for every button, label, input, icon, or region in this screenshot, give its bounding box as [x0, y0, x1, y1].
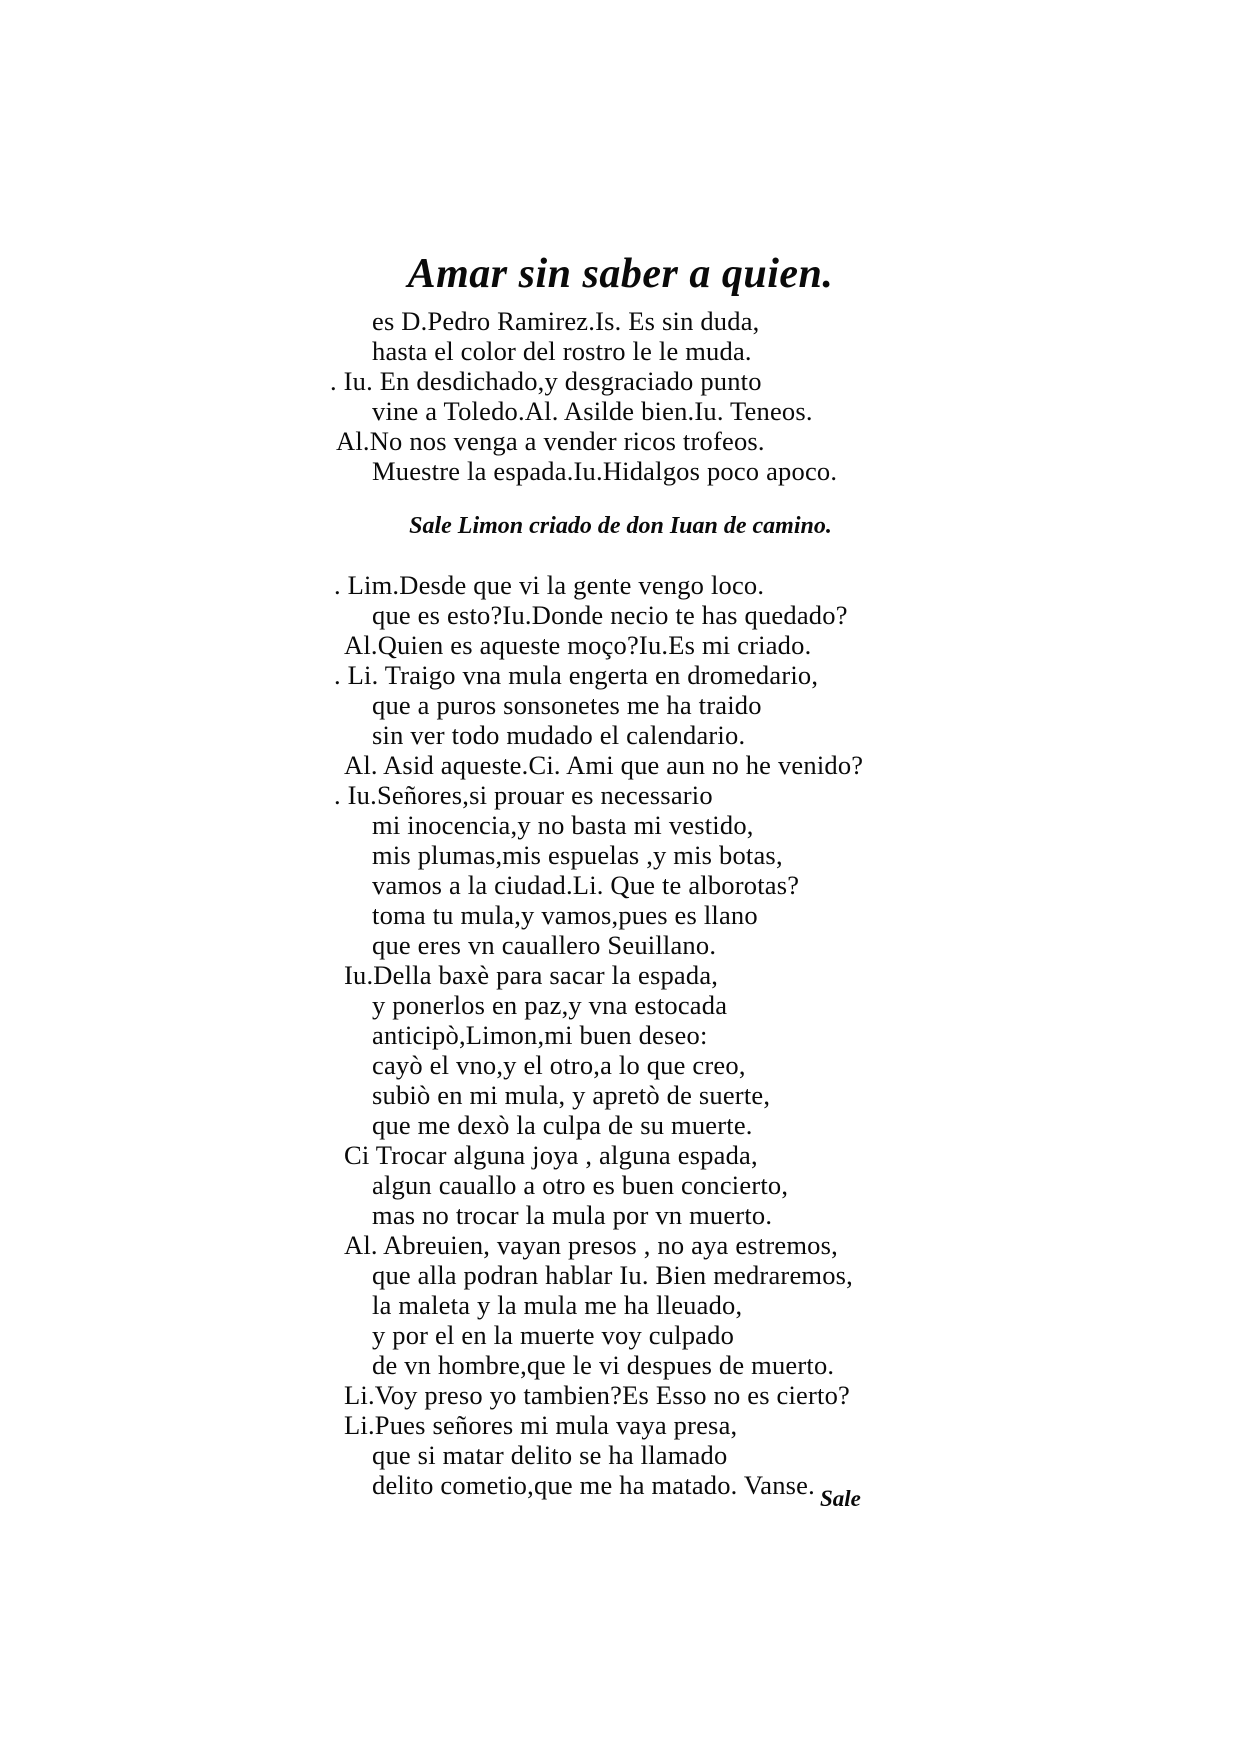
verse-line: que a puros sonsonetes me ha traido — [372, 690, 762, 720]
verse-line: mis plumas,mis espuelas ,y mis botas, — [372, 840, 783, 870]
verse-line: Li.Voy preso yo tambien?Es Esso no es cierto? — [344, 1380, 851, 1410]
verse-line: de vn hombre,que le vi despues de muerto. — [372, 1350, 835, 1380]
verse-line: cayò el vno,y el otro,a lo que creo, — [372, 1050, 746, 1080]
verse-line: Ci Trocar alguna joya , alguna espada, — [344, 1140, 758, 1170]
verse-line: toma tu mula,y vamos,pues es llano — [372, 900, 758, 930]
verse-line: que alla podran hablar Iu. Bien medraremos, — [372, 1260, 854, 1290]
catchword: Sale — [820, 1486, 861, 1511]
verse-line: Al. Abreuien, vayan presos , no aya estremos, — [344, 1230, 838, 1260]
verse-line: que me dexò la culpa de su muerte. — [372, 1110, 753, 1140]
verse-line: es D.Pedro Ramirez.Is. Es sin duda, — [372, 306, 760, 336]
verse-line: Iu.Della baxè para sacar la espada, — [344, 960, 719, 990]
verse-line: que eres vn cauallero Seuillano. — [372, 930, 717, 960]
verse-line: que si matar delito se ha llamado — [372, 1440, 728, 1470]
stage-direction: Sale Limon criado de don Iuan de camino. — [409, 513, 832, 539]
verse-line: Muestre la espada.Iu.Hidalgos poco apoco. — [372, 456, 838, 486]
verse-line: . Iu. En desdichado,y desgraciado punto — [330, 366, 762, 396]
verse-line: mi inocencia,y no basta mi vestido, — [372, 810, 754, 840]
verse-line: que es esto?Iu.Donde necio te has quedado? — [372, 600, 848, 630]
verse-line: delito cometio,que me ha matado. Vanse. — [372, 1470, 815, 1500]
verse-line: hasta el color del rostro le le muda. — [372, 336, 752, 366]
verse-line: mas no trocar la mula por vn muerto. — [372, 1200, 773, 1230]
verse-line: Li.Pues señores mi mula vaya presa, — [344, 1410, 738, 1440]
verse-line: Al.No nos venga a vender ricos trofeos. — [336, 426, 765, 456]
verse-line: vine a Toledo.Al. Asilde bien.Iu. Teneos. — [372, 396, 813, 426]
verse-line: vamos a la ciudad.Li. Que te alborotas? — [372, 870, 800, 900]
verse-line: anticipò,Limon,mi buen deseo: — [372, 1020, 708, 1050]
running-title: Amar sin saber a quien. — [407, 251, 834, 297]
verse-line: sin ver todo mudado el calendario. — [372, 720, 746, 750]
verse-line: y ponerlos en paz,y vna estocada — [372, 990, 728, 1020]
verse-line: Al.Quien es aqueste moço?Iu.Es mi criado. — [344, 630, 812, 660]
verse-line: la maleta y la mula me ha lleuado, — [372, 1290, 743, 1320]
verse-line: y por el en la muerte voy culpado — [372, 1320, 735, 1350]
verse-line: algun cauallo a otro es buen concierto, — [372, 1170, 789, 1200]
verse-line: subiò en mi mula, y apretò de suerte, — [372, 1080, 771, 1110]
verse-line: . Iu.Señores,si prouar es necessario — [334, 780, 713, 810]
verse-line: Al. Asid aqueste.Ci. Ami que aun no he venido? — [344, 750, 864, 780]
verse-line: . Lim.Desde que vi la gente vengo loco. — [334, 570, 765, 600]
verse-line: . Li. Traigo vna mula engerta en dromedario, — [334, 660, 819, 690]
